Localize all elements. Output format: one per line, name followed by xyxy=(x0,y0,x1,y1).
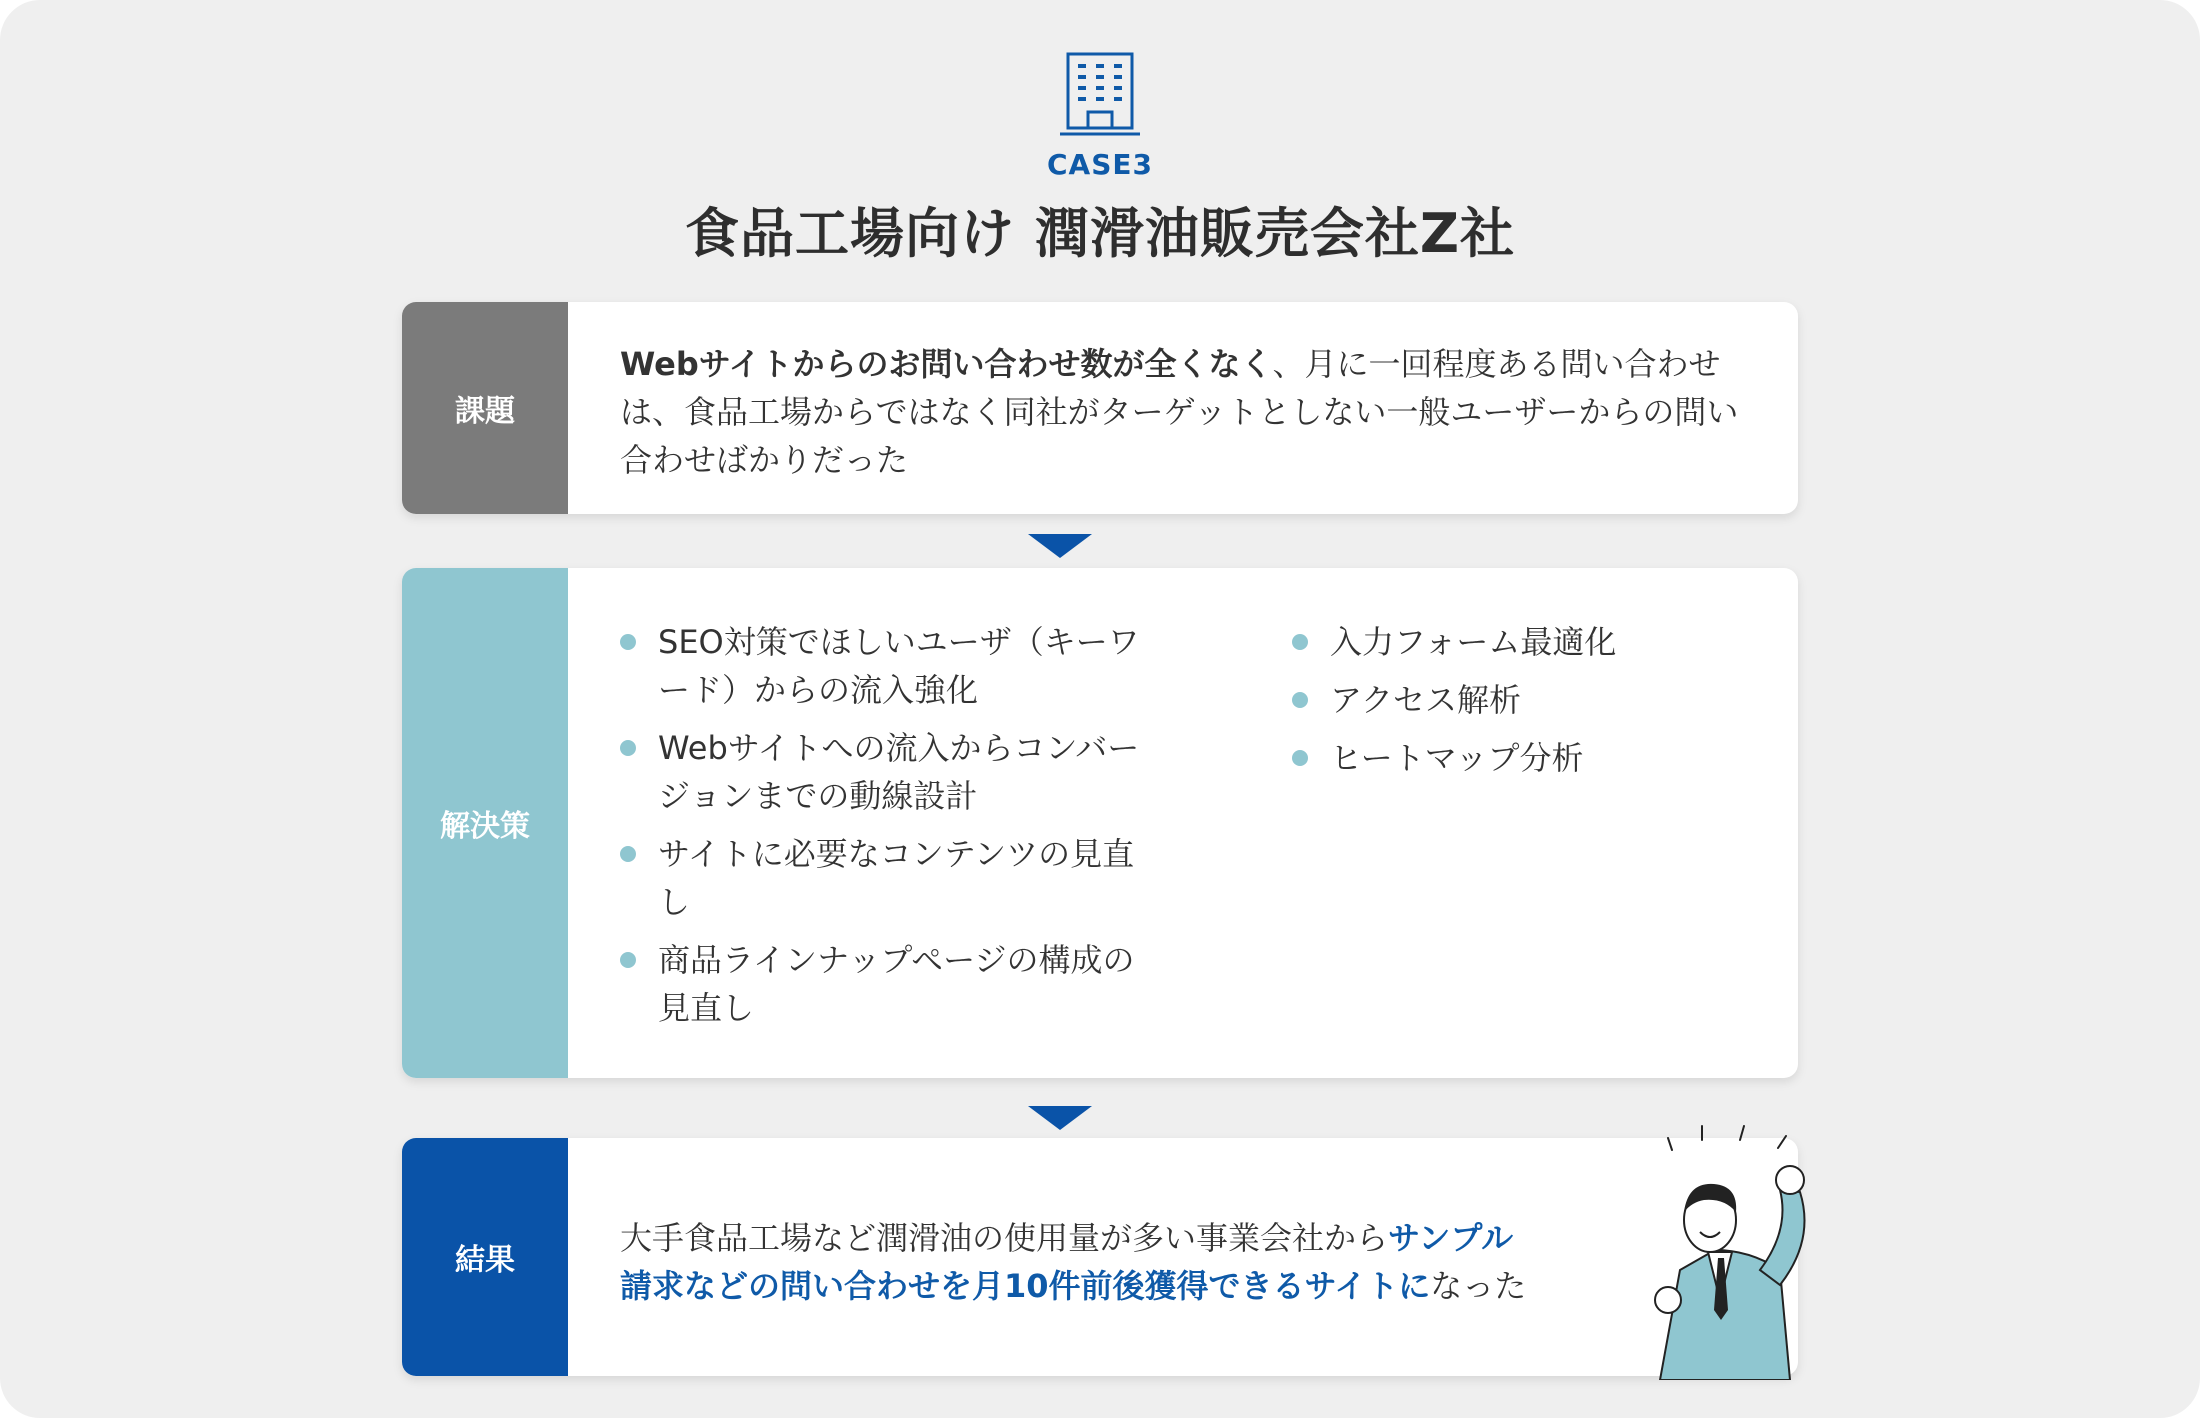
list-item xyxy=(620,618,1140,714)
list-item-line: 入力フォーム最適化 xyxy=(1330,623,1617,661)
list-item xyxy=(620,936,1140,1032)
list-item-line: ヒートマップ分析 xyxy=(1330,739,1584,777)
list-item-line: Webサイトへの流入からコンバー xyxy=(658,729,1140,767)
list-item-line: 商品ラインナップページの構成の xyxy=(658,941,1135,979)
issue-label: 課題 xyxy=(402,302,568,514)
list-item-line: し xyxy=(658,883,691,921)
result-line-normal: 大手食品工場など潤滑油の使用量が多い事業会社から xyxy=(620,1219,1389,1257)
list-item-line: ード）からの流入強化 xyxy=(658,671,979,709)
issue-text xyxy=(620,340,1748,484)
issue-line-normal: は、食品工場からではなく同社がターゲットとしない一般ユーザーからの問い xyxy=(620,393,1739,431)
building-icon xyxy=(1058,48,1142,138)
result-line-accent: サンプル xyxy=(1388,1219,1514,1257)
result-line xyxy=(620,1262,1748,1310)
solution-list-right xyxy=(1292,618,1616,792)
bullet-icon xyxy=(620,634,636,650)
solution-list-left xyxy=(620,618,1140,1042)
result-line xyxy=(620,1214,1748,1262)
result-label: 結果 xyxy=(402,1138,568,1376)
result-card xyxy=(402,1138,1798,1376)
list-item-line: SEO対策でほしいユーザ（キーワ xyxy=(658,623,1140,661)
result-line-normal: なった xyxy=(1430,1267,1527,1305)
bullet-icon xyxy=(1292,692,1308,708)
list-item xyxy=(1292,734,1616,782)
issue-line xyxy=(620,436,1748,484)
solution-card xyxy=(402,568,1798,1078)
bullet-icon xyxy=(620,740,636,756)
issue-card xyxy=(402,302,1798,514)
list-item xyxy=(620,830,1140,926)
bullet-icon xyxy=(620,952,636,968)
bullet-icon xyxy=(1292,634,1308,650)
case-header xyxy=(0,48,2200,268)
cheering-businessman-illustration xyxy=(1640,1120,1810,1380)
list-item xyxy=(1292,676,1616,724)
bullet-icon xyxy=(1292,750,1308,766)
down-arrow-icon xyxy=(1028,1106,1092,1130)
case-label: CASE3 xyxy=(1047,148,1153,181)
list-item-line: 見直し xyxy=(658,989,755,1027)
list-item-line: アクセス解析 xyxy=(1330,681,1522,719)
result-line-accent: 請求などの問い合わせを月10件前後獲得できるサイトに xyxy=(620,1267,1431,1305)
issue-line xyxy=(620,388,1748,436)
list-item xyxy=(620,724,1140,820)
issue-line-normal: 、月に一回程度ある問い合わせ xyxy=(1272,345,1721,383)
page-title: 食品工場向け 潤滑油販売会社Z社 xyxy=(685,202,1515,265)
issue-line-normal: 合わせばかりだった xyxy=(620,441,909,479)
result-text xyxy=(620,1214,1748,1310)
list-item-line: ジョンまでの動線設計 xyxy=(658,777,978,815)
bullet-icon xyxy=(620,846,636,862)
down-arrow-icon xyxy=(1028,534,1092,558)
issue-line-bold: Webサイトからのお問い合わせ数が全くなく xyxy=(620,345,1273,383)
solution-label: 解決策 xyxy=(402,568,568,1078)
issue-line xyxy=(620,340,1748,388)
list-item xyxy=(1292,618,1616,666)
list-item-line: サイトに必要なコンテンツの見直 xyxy=(658,835,1135,873)
